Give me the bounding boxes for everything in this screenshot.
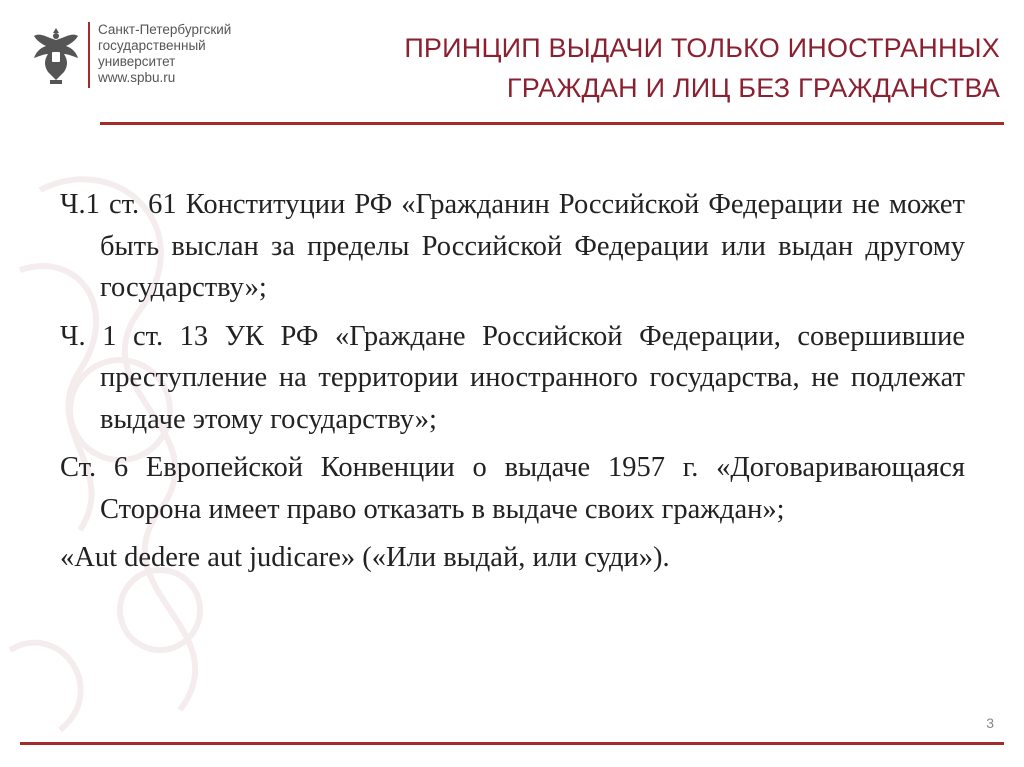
logo-line-3: университет xyxy=(98,54,176,69)
paragraph-constitution: Ч.1 ст. 61 Конституции РФ «Гражданин Российской Федерации не может быть выслан за пределы Российской Федерации или выдан другому государству»; xyxy=(60,189,965,303)
logo-line-1: Санкт-Петербургский xyxy=(98,22,232,37)
paragraph-aut-dedere: «Aut dedere aut judicare» («Или выдай, или суди»). xyxy=(60,542,670,573)
eagle-emblem-icon xyxy=(30,22,82,88)
title-line-2: ГРАЖДАН И ЛИЦ БЕЗ ГРАЖДАНСТВА xyxy=(506,73,1000,103)
logo-line-2: государственный xyxy=(98,38,206,53)
paragraph-european-convention: Ст. 6 Европейской Конвенции о выдаче 1957 г. «Договаривающаяся Сторона имеет право отказать в выдаче своих граждан»; xyxy=(60,452,965,525)
university-logo xyxy=(30,22,231,88)
logo-text xyxy=(98,22,231,86)
title-line-1: ПРИНЦИП ВЫДАЧИ ТОЛЬКО ИНОСТРАННЫХ xyxy=(404,33,1000,63)
title-divider xyxy=(100,122,1004,125)
slide-title xyxy=(320,28,1000,108)
slide-body xyxy=(60,184,965,586)
paragraph-criminal-code: Ч. 1 ст. 13 УК РФ «Граждане Российской Федерации, совершившие преступление на территории иностранного государства, не подлежат выдаче этому государству»; xyxy=(60,320,965,435)
footer-divider xyxy=(20,742,1004,745)
logo-separator xyxy=(88,22,90,88)
logo-url: www.spbu.ru xyxy=(98,70,176,85)
page-number: 3 xyxy=(986,715,994,731)
